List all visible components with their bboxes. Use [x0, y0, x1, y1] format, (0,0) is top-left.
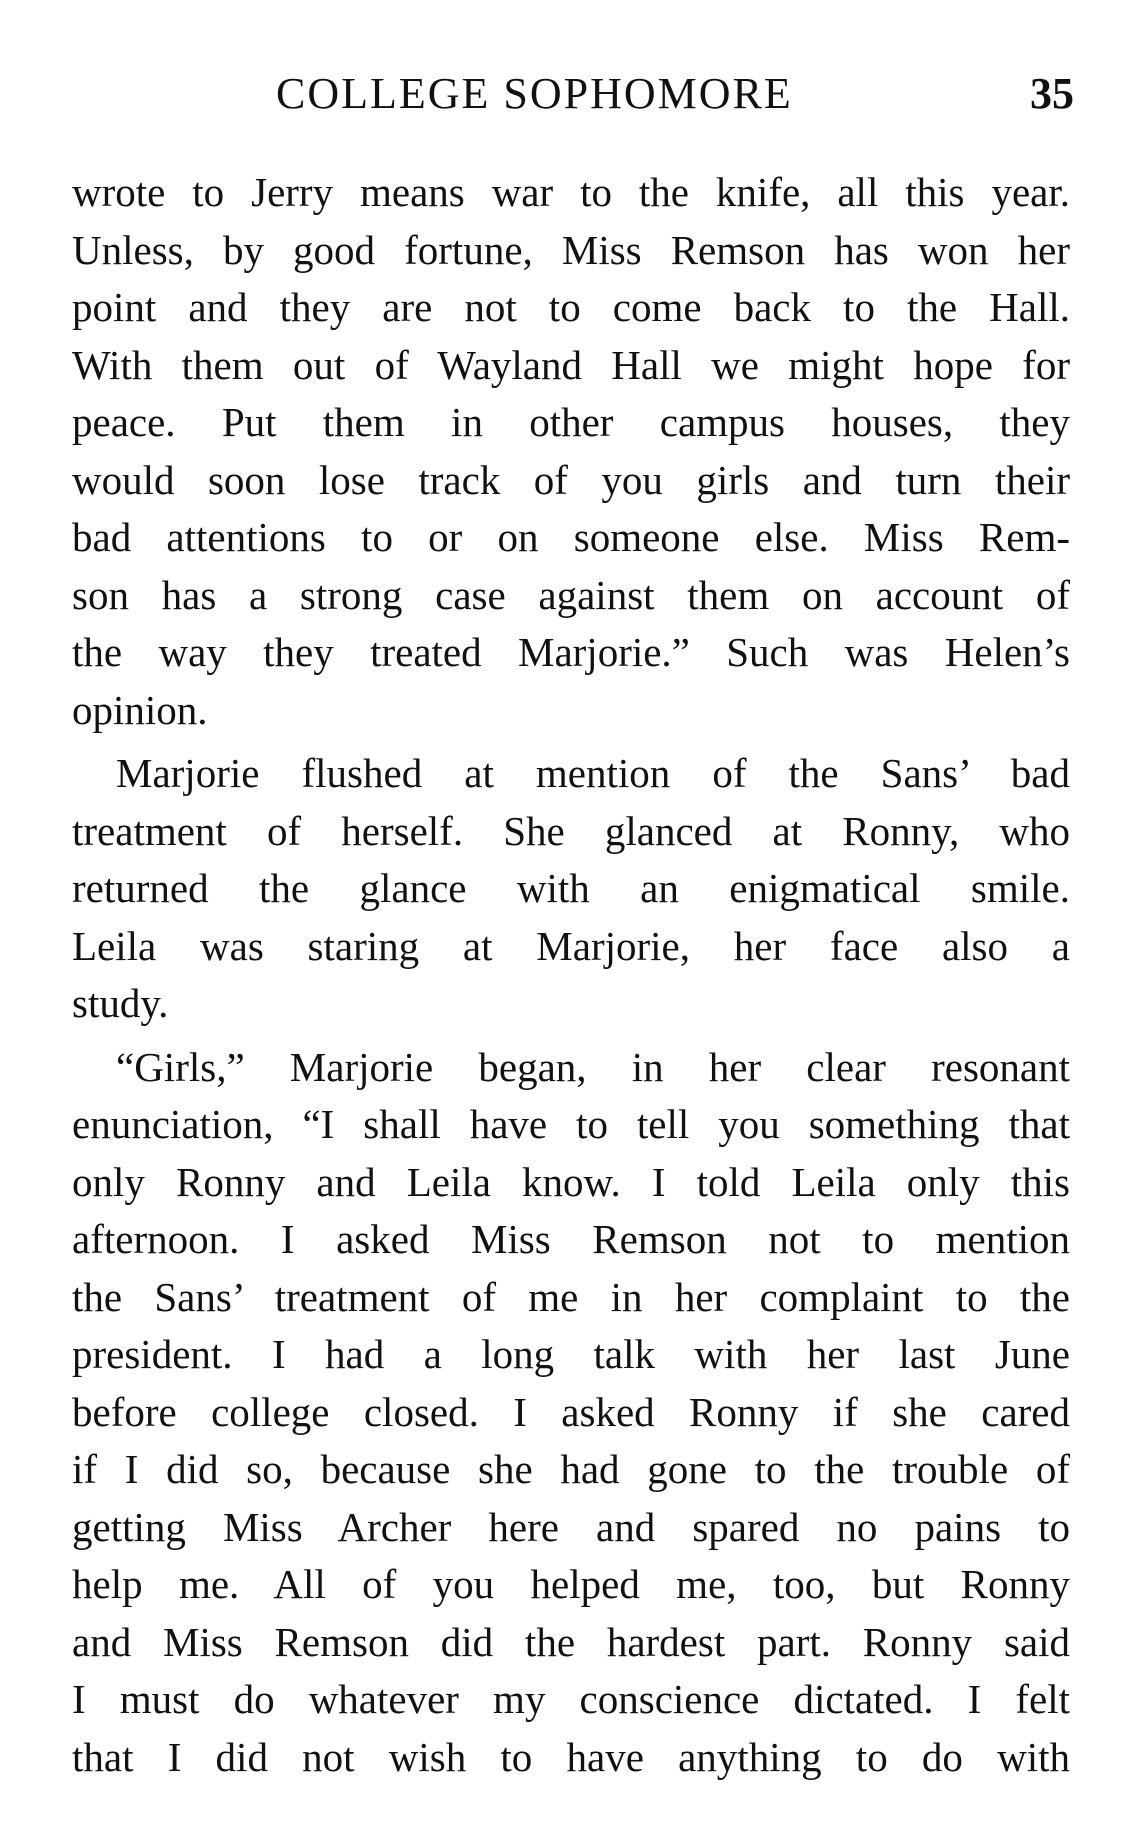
text-line: Leila was staring at Marjorie, her face also a [72, 922, 1070, 969]
text-line: “Girls,” Marjorie began, in her clear resonant [116, 1043, 1070, 1090]
text-line: and Miss Remson did the hardest part. Ronny said [72, 1618, 1070, 1665]
text-line: With them out of Wayland Hall we might hope for [72, 341, 1070, 388]
running-title: COLLEGE SOPHOMORE [276, 69, 793, 118]
text-line: son has a strong case against them on account of [72, 571, 1070, 618]
text-line: the Sans’ treatment of me in her complaint to the [72, 1273, 1070, 1320]
text-line: returned the glance with an enigmatical smile. [72, 865, 1070, 911]
text-line: Unless, by good fortune, Miss Remson has won her [72, 226, 1070, 273]
text-line: help me. All of you helped me, too, but Ronny [72, 1561, 1070, 1607]
text-line: getting Miss Archer here and spared no pains to [72, 1503, 1070, 1550]
text-line: enunciation, “I shall have to tell you something that [72, 1101, 1070, 1147]
text-line: the way they treated Marjorie.” Such was Helen’s [72, 629, 1070, 675]
text-line: bad attentions to or on someone else. Miss Rem- [72, 514, 1070, 560]
body-text [72, 164, 1070, 1786]
text-line: I must do whatever my conscience dictated. I felt [72, 1676, 1070, 1722]
text-line: point and they are not to come back to the Hall. [72, 284, 1070, 330]
paragraph [72, 1039, 1070, 1787]
text-line: peace. Put them in other campus houses, they [72, 399, 1070, 445]
text-line: before college closed. I asked Ronny if she cared [72, 1388, 1070, 1435]
text-line: only Ronny and Leila know. I told Leila only this [72, 1158, 1070, 1205]
text-line: president. I had a long talk with her last June [72, 1331, 1070, 1377]
text-line: Marjorie flushed at mention of the Sans’ bad [116, 750, 1070, 796]
text-line: would soon lose track of you girls and turn their [72, 456, 1070, 503]
text-line: study. [72, 980, 169, 1026]
page-number: 35 [1030, 69, 1074, 118]
text-line: that I did not wish to have anything to do with [72, 1733, 1070, 1780]
text-line: afternoon. I asked Miss Remson not to mention [72, 1216, 1070, 1262]
text-line: if I did so, because she had gone to the trouble of [72, 1446, 1070, 1492]
paragraph [72, 164, 1070, 739]
text-line: opinion. [72, 686, 208, 733]
paragraph [72, 745, 1070, 1033]
text-line: wrote to Jerry means war to the knife, all this year. [72, 169, 1070, 215]
text-line: treatment of herself. She glanced at Ronny, who [72, 807, 1070, 854]
